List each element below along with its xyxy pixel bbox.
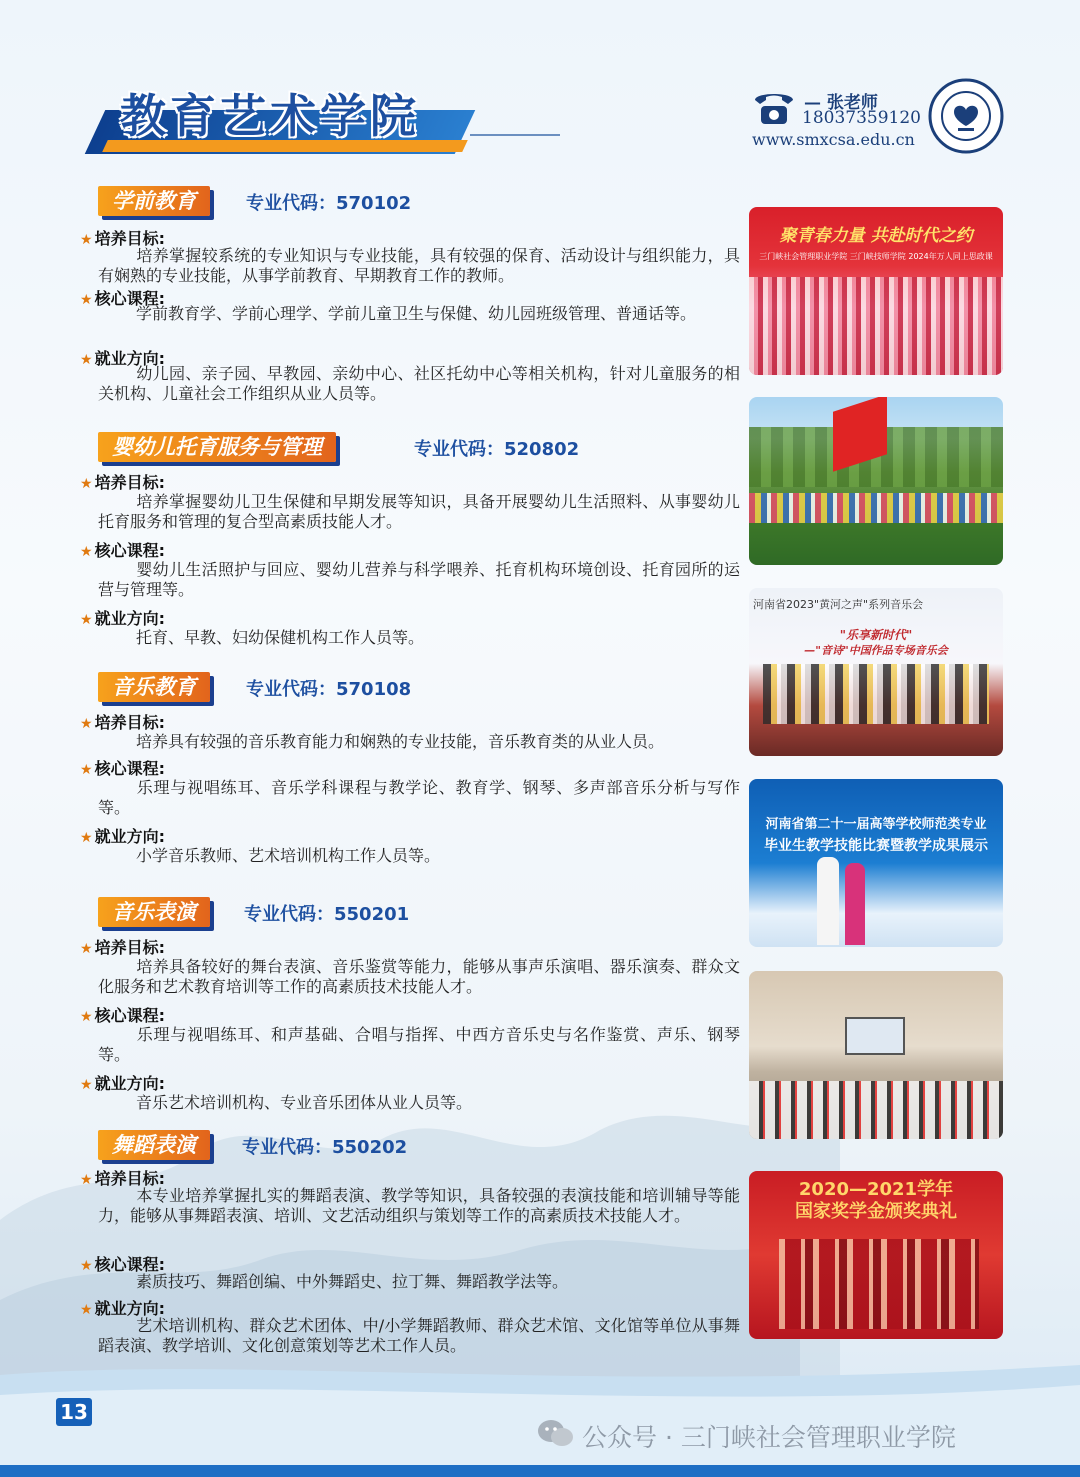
goal-label: ★ 培养目标: [80,1169,165,1188]
job-label: ★ 就业方向: [80,349,165,368]
job-text: 艺术培训机构、群众艺术团体、中/小学舞蹈教师、群众艺术馆、文化馆等单位从事舞蹈表演、教学培训、文化创意策划等艺术工作人员。 [98,1316,740,1355]
job-label: ★ 就业方向: [80,1074,165,1093]
goal-label: ★ 培养目标: [80,473,165,492]
star-icon: ★ [80,762,93,778]
bottom-wave [0,1355,1080,1477]
major-code: 专业代码：520802 [414,439,580,460]
course-label: ★ 核心课程: [80,541,165,560]
job-label: ★ 就业方向: [80,1299,165,1318]
star-icon: ★ [80,1009,93,1025]
goal-label: ★ 培养目标: [80,938,165,957]
person [817,857,839,945]
major-code: 专业代码：550202 [242,1137,408,1158]
wechat-account: 公众号 · 三门峡社会管理职业学院 [582,1423,956,1452]
job-text: 幼儿园、亲子园、早教园、亲幼中心、社区托幼中心等相关机构，针对儿童服务的相关机构、儿童社会工作组织从业人员等。 [98,364,740,403]
photo-teaching-competition [749,779,1003,947]
course-text: 乐理与视唱练耳、音乐学科课程与教学论、教育学、钢琴、多声部音乐分析与写作等。 [98,778,740,817]
goal-text: 培养具有较强的音乐教育能力和娴熟的专业技能，音乐教育类的从业人员。 [136,732,665,751]
course-text: 学前教育学、学前心理学、学前儿童卫生与保健、幼儿园班级管理、普通话等。 [136,304,697,323]
job-label: ★ 就业方向: [80,827,165,846]
phone-icon [752,88,796,128]
wechat-icon [537,1418,575,1450]
star-icon: ★ [80,941,93,957]
star-icon: ★ [80,352,93,368]
goal-label: ★ 培养目标: [80,229,165,248]
crowd [749,493,1003,523]
job-text: 托育、早教、妇幼保健机构工作人员等。 [136,628,425,647]
photo-caption: 国家奖学金颁奖典礼 [795,1201,957,1222]
person [845,863,865,945]
star-icon: ★ [80,1172,93,1188]
school-logo [928,78,1004,154]
major-section-childcare [80,432,740,652]
photo-caption: 毕业生教学技能比赛暨教学成果展示 [764,838,988,854]
star-icon: ★ [80,1258,93,1274]
course-label: ★ 核心课程: [80,289,165,308]
divider [470,134,560,136]
contact-phone: 18037359120 [802,108,921,128]
performers [763,664,989,724]
course-text: 婴幼儿生活照护与回应、婴幼儿营养与科学喂养、托育机构环境创设、托育园所的运营与管理等。 [98,560,740,599]
star-icon: ★ [80,612,93,628]
job-text: 音乐艺术培训机构、专业音乐团体从业人员等。 [136,1093,473,1112]
photo-sports-field [749,397,1003,565]
photo-ideology-class [749,207,1003,375]
job-label: ★ 就业方向: [80,609,165,628]
photo-caption: "乐享新时代" [839,628,913,642]
photo-scholarship-ceremony [749,1171,1003,1339]
photo-concert [749,588,1003,756]
major-name-tag: 舞蹈表演 [98,1130,210,1160]
contact-name: — 张老师 [804,93,878,113]
star-icon: ★ [80,716,93,732]
star-icon: ★ [80,232,93,248]
major-name-tag: 婴幼儿托育服务与管理 [98,432,336,462]
major-section-dance [80,1130,740,1360]
major-code: 专业代码：550201 [244,904,410,925]
screen [845,1017,905,1055]
photo-caption: 三门峡社会管理职业学院 三门峡技师学院 2024年万人同上思政课 [759,252,993,261]
major-name-tag: 音乐表演 [98,897,210,927]
goal-text: 培养掌握婴幼儿卫生保健和早期发展等知识，具备开展婴幼儿生活照料、从事婴幼儿托育服务和管理的复合型高素质技能人才。 [98,492,740,531]
photo-caption: 河南省2023"黄河之声"系列音乐会 [753,598,924,611]
students [749,1081,1003,1139]
major-section-preschool [80,186,740,406]
course-label: ★ 核心课程: [80,759,165,778]
dancers [779,1239,979,1329]
goal-label: ★ 培养目标: [80,713,165,732]
major-name-tag: 学前教育 [98,186,210,216]
page-header [0,0,1080,180]
photo-caption: 河南省第二十一届高等学校师范类专业 [765,817,987,832]
photo-caption: —"音诗"中国作品专场音乐会 [804,644,948,657]
star-icon: ★ [80,476,93,492]
major-section-music-education [80,672,740,872]
star-icon: ★ [80,292,93,308]
star-icon: ★ [80,1077,93,1093]
star-icon: ★ [80,830,93,846]
goal-text: 本专业培养掌握扎实的舞蹈表演、教学等知识，具备较强的表演技能和培训辅导等能力，能够从事舞蹈表演、培训、文艺活动组织与策划等工作的高素质技术技能人才。 [98,1186,740,1225]
course-text: 素质技巧、舞蹈创编、中外舞蹈史、拉丁舞、舞蹈教学法等。 [136,1272,569,1291]
website-link[interactable]: www.smxcsa.edu.cn [752,130,915,149]
star-icon: ★ [80,1302,93,1318]
page-title: 教育艺术学院 [120,89,420,143]
goal-text: 培养具备较好的舞台表演、音乐鉴赏等能力，能够从事声乐演唱、器乐演奏、群众文化服务和艺术教育培训等工作的高素质技术技能人才。 [98,957,740,996]
star-icon: ★ [80,544,93,560]
page-number: 13 [56,1398,92,1426]
job-text: 小学音乐教师、艺术培训机构工作人员等。 [136,846,441,865]
major-code: 专业代码：570102 [246,193,412,214]
course-label: ★ 核心课程: [80,1255,165,1274]
goal-text: 培养掌握较系统的专业知识与专业技能，具有较强的保育、活动设计与组织能力，具有娴熟的专业技能，从事学前教育、早期教育工作的教师。 [98,246,740,285]
photo-classroom [749,971,1003,1139]
major-section-music-performance [80,897,740,1117]
major-name-tag: 音乐教育 [98,672,210,702]
major-code: 专业代码：570108 [246,679,412,700]
course-text: 乐理与视唱练耳、和声基础、合唱与指挥、中西方音乐史与名作鉴赏、声乐、钢琴等。 [98,1025,740,1064]
stage-crowd [749,277,1003,375]
photo-caption: 2020—2021学年 [798,1179,954,1200]
photo-caption: 聚青春力量 共赴时代之约 [779,226,973,246]
course-label: ★ 核心课程: [80,1006,165,1025]
